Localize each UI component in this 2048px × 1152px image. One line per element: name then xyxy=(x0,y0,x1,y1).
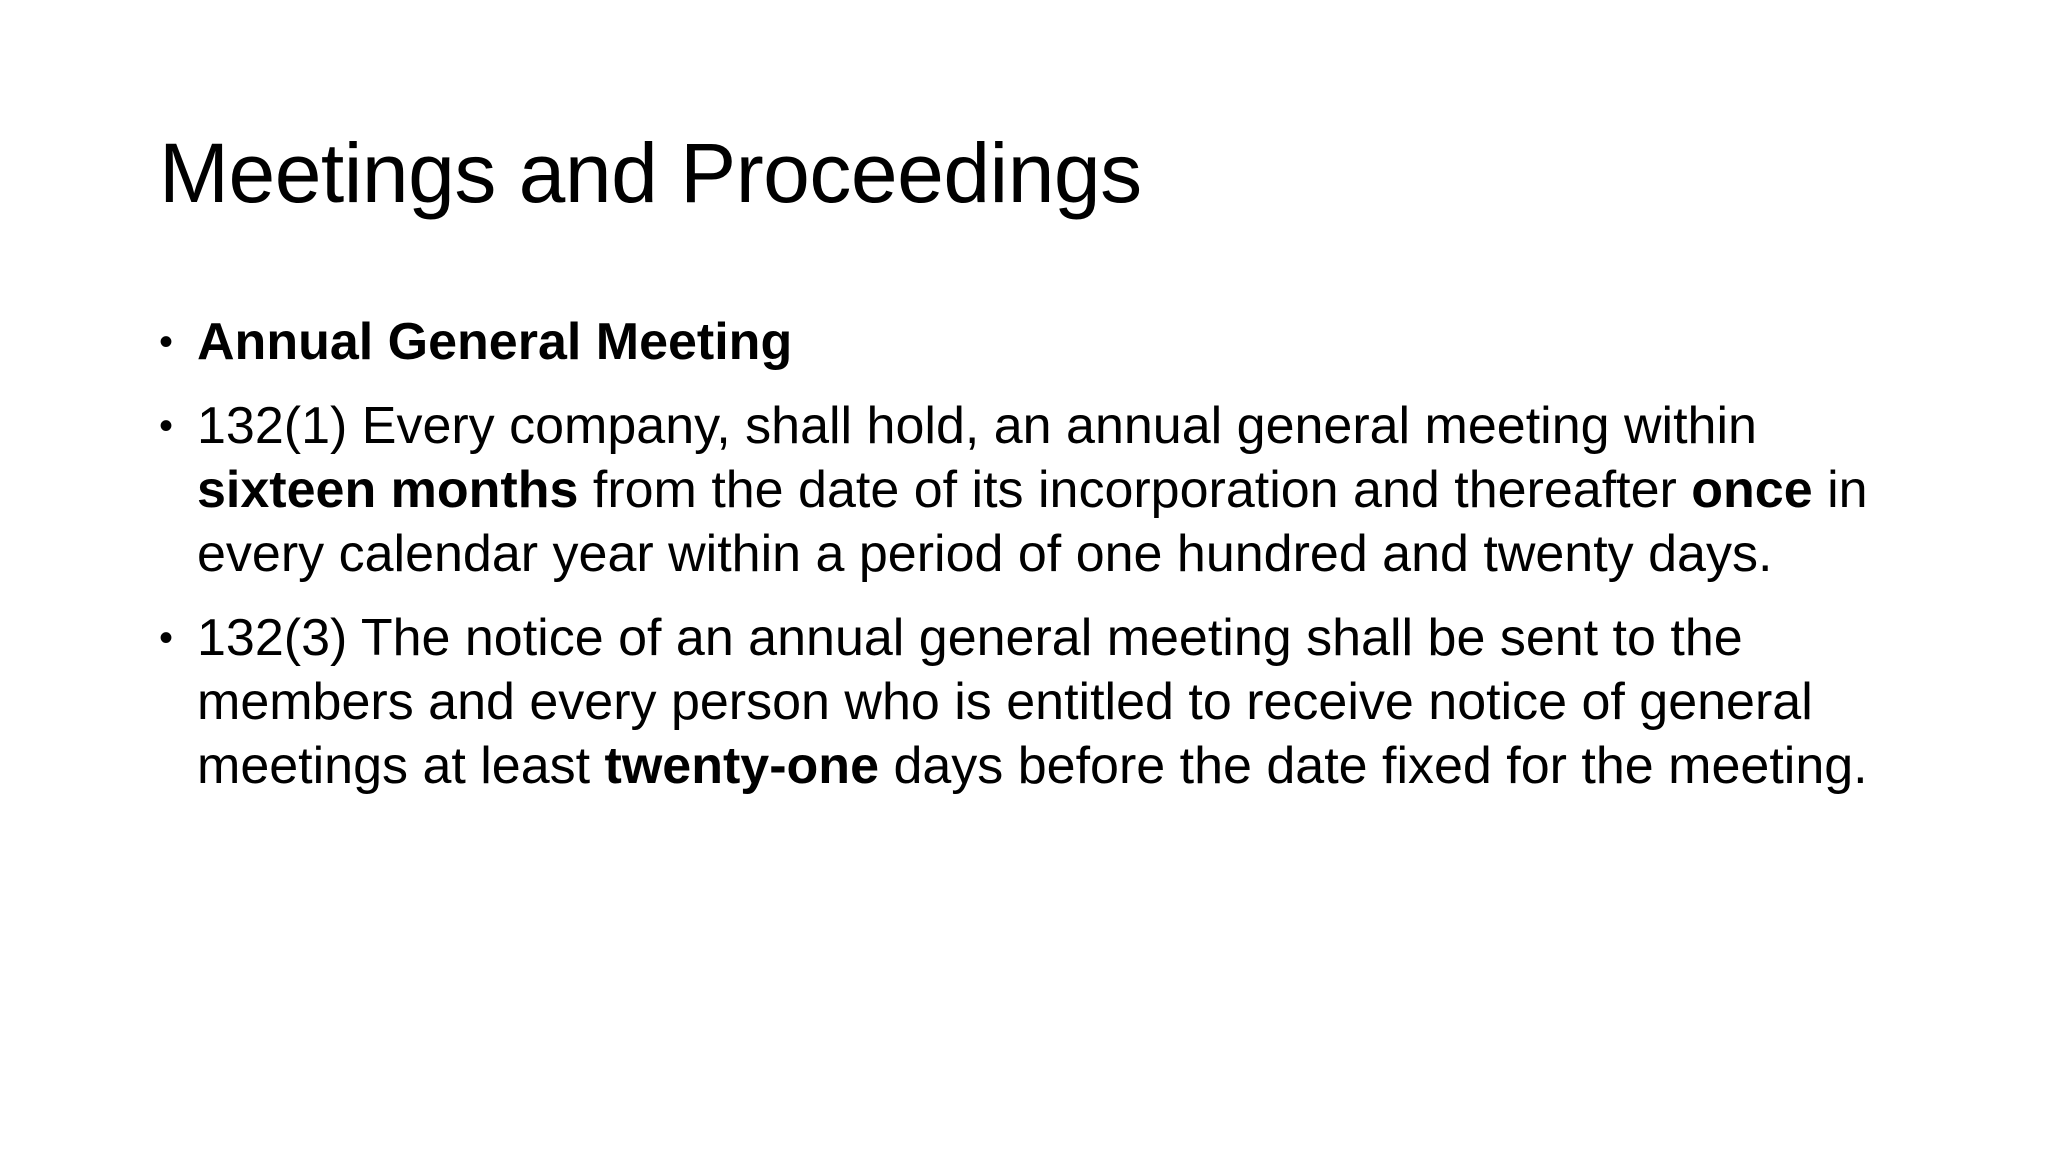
bullet-list xyxy=(159,310,1879,818)
text-segment: in every calendar year within a period of one hundred and twenty days. xyxy=(197,461,1868,583)
slide-title: Meetings and Proceedings xyxy=(159,126,1142,220)
bullet-icon: • xyxy=(159,320,174,364)
bullet-item-132-3 xyxy=(159,606,1879,798)
bold-text: once xyxy=(1691,461,1813,519)
bullet-text xyxy=(197,609,1868,795)
bullet-text xyxy=(197,313,792,371)
bullet-text xyxy=(197,397,1868,583)
bullet-icon: • xyxy=(159,616,174,660)
text-segment: 132(1) Every company, shall hold, an annual general meeting within xyxy=(197,397,1757,455)
bullet-item-heading xyxy=(159,310,1879,374)
bold-text: sixteen months xyxy=(197,461,579,519)
bullet-item-132-1 xyxy=(159,394,1879,586)
bullet-icon: • xyxy=(159,404,174,448)
bold-text: twenty-one xyxy=(604,737,879,795)
text-segment: 132(3) The notice of an annual general meeting shall be sent to the members and every person who is entitled to receive notice of general meetings at least xyxy=(197,609,1813,795)
text-segment: from the date of its incorporation and thereafter xyxy=(578,461,1692,519)
text-segment: days before the date fixed for the meeting. xyxy=(879,737,1868,795)
bold-text: Annual General Meeting xyxy=(197,313,793,371)
